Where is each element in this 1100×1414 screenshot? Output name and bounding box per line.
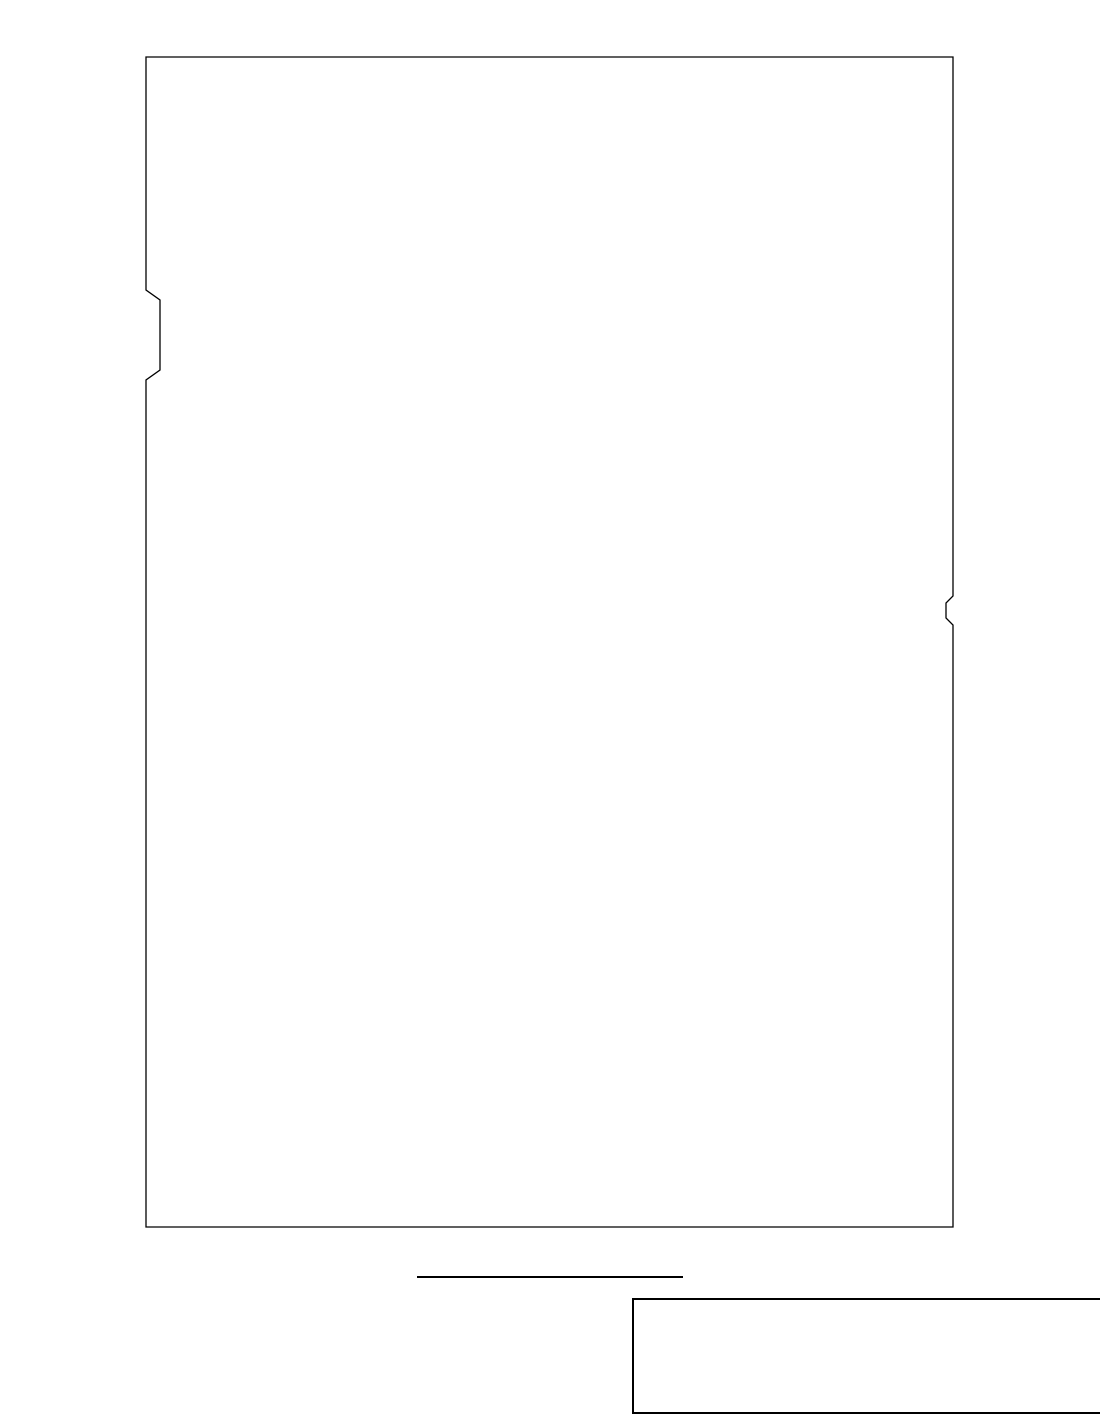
board-outline [146,57,953,1227]
title-block [632,1298,1100,1414]
signature-line [417,1276,683,1278]
